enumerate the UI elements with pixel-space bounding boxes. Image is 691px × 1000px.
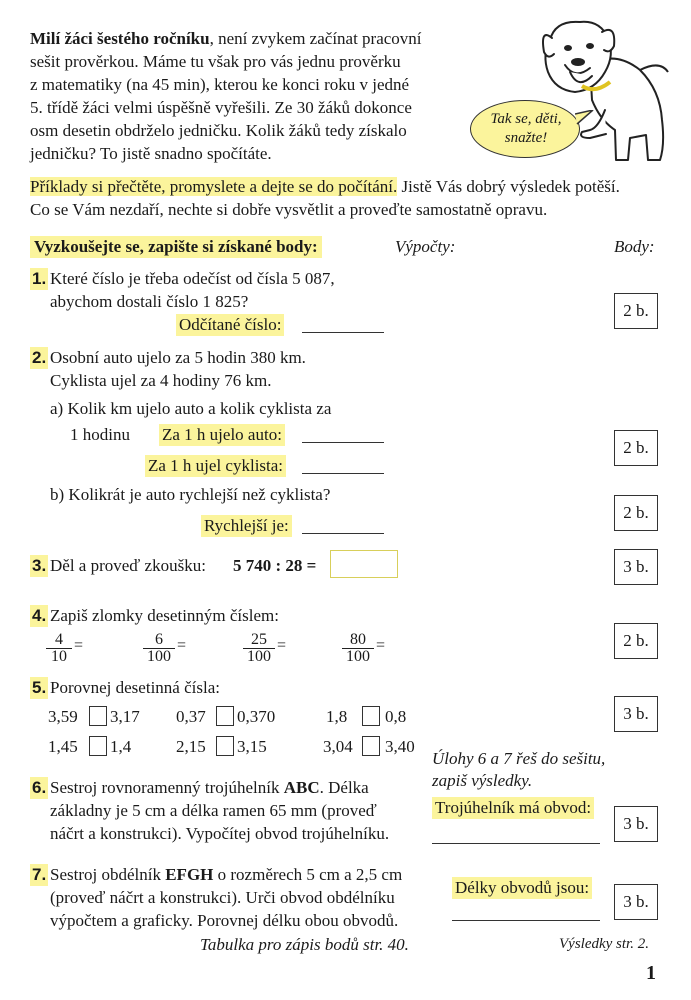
q2-b-answer-label: Rychlejší je: <box>201 515 292 537</box>
q5-r2-c1-right: 1,4 <box>110 737 132 756</box>
q1-number: 1. <box>32 269 47 288</box>
q4-points-box: 2 b. <box>614 623 658 659</box>
q5-r1-c3-left: 1,8 <box>326 707 348 726</box>
q4-fraction-4: $\frac{80}{100}$ <box>342 632 374 665</box>
note-line-1: Úlohy 6 a 7 řeš do sešitu, <box>432 749 606 768</box>
q4-text: Zapiš zlomky desetinným číslem: <box>50 606 279 625</box>
section-title: Vyzkoušejte se, zapište si získané body: <box>30 236 322 258</box>
bubble-tail <box>575 110 595 130</box>
q4-equals-2: = <box>177 637 187 654</box>
calculations-label: Výpočty: <box>395 237 456 256</box>
page-number: 1 <box>646 962 656 984</box>
q5-r1-c1-box[interactable] <box>89 706 107 726</box>
q4-fraction-2: $\frac{6}{100}$ <box>143 632 175 665</box>
q2-a-line-2: 1 hodinu <box>70 425 130 444</box>
q7-number: 7. <box>32 865 47 884</box>
q5-r1-c2-box[interactable] <box>216 706 234 726</box>
q5-r2-c2-left: 2,15 <box>176 737 206 756</box>
q5-r1-c2-right: 0,370 <box>237 707 276 726</box>
q4-equals-3: = <box>277 637 287 654</box>
q7-line-2: (proveď náčrt a konstrukci). Urči obvod obdélníku <box>50 888 395 907</box>
q5-number: 5. <box>32 678 47 697</box>
q2-a-answer-car-label: Za 1 h ujelo auto: <box>159 424 285 446</box>
q5-r1-c1-left: 3,59 <box>48 707 78 726</box>
intro-line-5: osm desetin obdrželo jedničku. Kolik žáků tedy získalo <box>30 121 407 140</box>
q2-number: 2. <box>32 348 47 367</box>
q2-a-answer-car-line[interactable] <box>302 442 384 443</box>
q5-r2-c3-right: 3,40 <box>385 737 415 756</box>
bubble-line-2: snažte! <box>504 130 548 146</box>
q5-r2-c3-left: 3,04 <box>323 737 353 756</box>
footer-results-ref: Výsledky str. 2. <box>559 936 649 952</box>
q6-number: 6. <box>32 778 47 797</box>
q5-r1-c2-left: 0,37 <box>176 707 206 726</box>
q2-b-line: b) Kolikrát je auto rychlejší než cyklista? <box>50 485 331 504</box>
q6-answer-line[interactable] <box>432 843 600 844</box>
q7-answer-line[interactable] <box>452 920 600 921</box>
intro-line-1: Milí žáci šestého ročníku, není zvykem začínat pracovní <box>30 29 422 48</box>
q3-points-box: 3 b. <box>614 549 658 585</box>
q5-r1-c3-right: 0,8 <box>385 707 407 726</box>
q3-expression: 5 740 : 28 = <box>233 556 317 575</box>
q2b-points-box: 2 b. <box>614 495 658 531</box>
footer-table-ref: Tabulka pro zápis bodů str. 40. <box>200 935 409 954</box>
q7-points-box: 3 b. <box>614 884 658 920</box>
q6-line-3: náčrt a konstrukci). Vypočítej obvod trojúhelníku. <box>50 824 390 843</box>
q7-line-3: výpočtem a graficky. Porovnej délku obou obvodů. <box>50 911 399 930</box>
intro-line-2: sešit prověrkou. Máme tu však pro vás jednu prověrku <box>30 52 401 71</box>
q1-answer-line[interactable] <box>302 332 384 333</box>
q4-fraction-3: $\frac{25}{100}$ <box>243 632 275 665</box>
q5-r1-c3-box[interactable] <box>362 706 380 726</box>
note-line-2: zapiš výsledky. <box>432 771 533 790</box>
q5-r2-c2-right: 3,15 <box>237 737 267 756</box>
q2-a-line-1: a) Kolik km ujelo auto a kolik cyklista za <box>50 399 332 418</box>
bubble-line-1: Tak se, děti, <box>490 111 562 127</box>
q5-r2-c1-left: 1,45 <box>48 737 78 756</box>
q1-answer-label: Odčítané číslo: <box>176 314 284 336</box>
q3-number: 3. <box>32 556 47 575</box>
q5-r1-c1-right: 3,17 <box>110 707 140 726</box>
q6-line-2: základny je 5 cm a délka ramen 65 mm (proveď <box>50 801 377 820</box>
q5-r2-c1-box[interactable] <box>89 736 107 756</box>
q1-points-box: 2 b. <box>614 293 658 329</box>
q2-a-answer-cyclist-label: Za 1 h ujel cyklista: <box>145 455 286 477</box>
q1-line-1: Které číslo je třeba odečíst od čísla 5 087, <box>50 269 335 288</box>
intro-line-6: jedničku? To jistě snadno spočítáte. <box>30 144 272 163</box>
q4-fraction-1: $\frac{4}{10}$ <box>46 632 72 665</box>
q2a-points-box: 2 b. <box>614 430 658 466</box>
intro-line-3: z matematiky (na 45 min), kterou ke konci roku v jedné <box>30 75 410 94</box>
q3-text: Děl a proveď zkoušku: <box>50 556 206 575</box>
q2-line-1: Osobní auto ujelo za 5 hodin 380 km. <box>50 348 306 367</box>
q5-r2-c2-box[interactable] <box>216 736 234 756</box>
q6-line-1: Sestroj rovnoramenný trojúhelník ABC. Délka <box>50 778 369 797</box>
q1-line-2: abychom dostali číslo 1 825? <box>50 292 249 311</box>
q2-a-answer-cyclist-line[interactable] <box>302 473 384 474</box>
q5-r2-c3-box[interactable] <box>362 736 380 756</box>
intro-line-4: 5. třídě žáci velmi úspěšně vyřešili. Ze 30 žáků dokonce <box>30 98 412 117</box>
q4-equals-1: = <box>74 637 84 654</box>
speech-bubble <box>470 100 580 158</box>
instructions-line-2: Co se Vám nezdaří, nechte si dobře vysvětlit a proveďte samostatně opravu. <box>30 200 548 219</box>
q4-equals-4: = <box>376 637 386 654</box>
q2-line-2: Cyklista ujel za 4 hodiny 76 km. <box>50 371 272 390</box>
q2-b-answer-line[interactable] <box>302 533 384 534</box>
instructions-line-1: Příklady si přečtěte, promyslete a dejte se do počítání. Jistě Vás dobrý výsledek potěší. <box>30 177 620 196</box>
q5-points-box: 3 b. <box>614 696 658 732</box>
q6-answer-label: Trojúhelník má obvod: <box>432 797 594 819</box>
q7-answer-label: Délky obvodů jsou: <box>452 877 592 899</box>
q7-line-1: Sestroj obdélník EFGH o rozměrech 5 cm a 2,5 cm <box>50 865 403 884</box>
q4-number: 4. <box>32 606 47 625</box>
points-label: Body: <box>614 237 655 256</box>
q6-points-box: 3 b. <box>614 806 658 842</box>
q5-text: Porovnej desetinná čísla: <box>50 678 220 697</box>
q3-answer-box[interactable] <box>330 550 398 578</box>
